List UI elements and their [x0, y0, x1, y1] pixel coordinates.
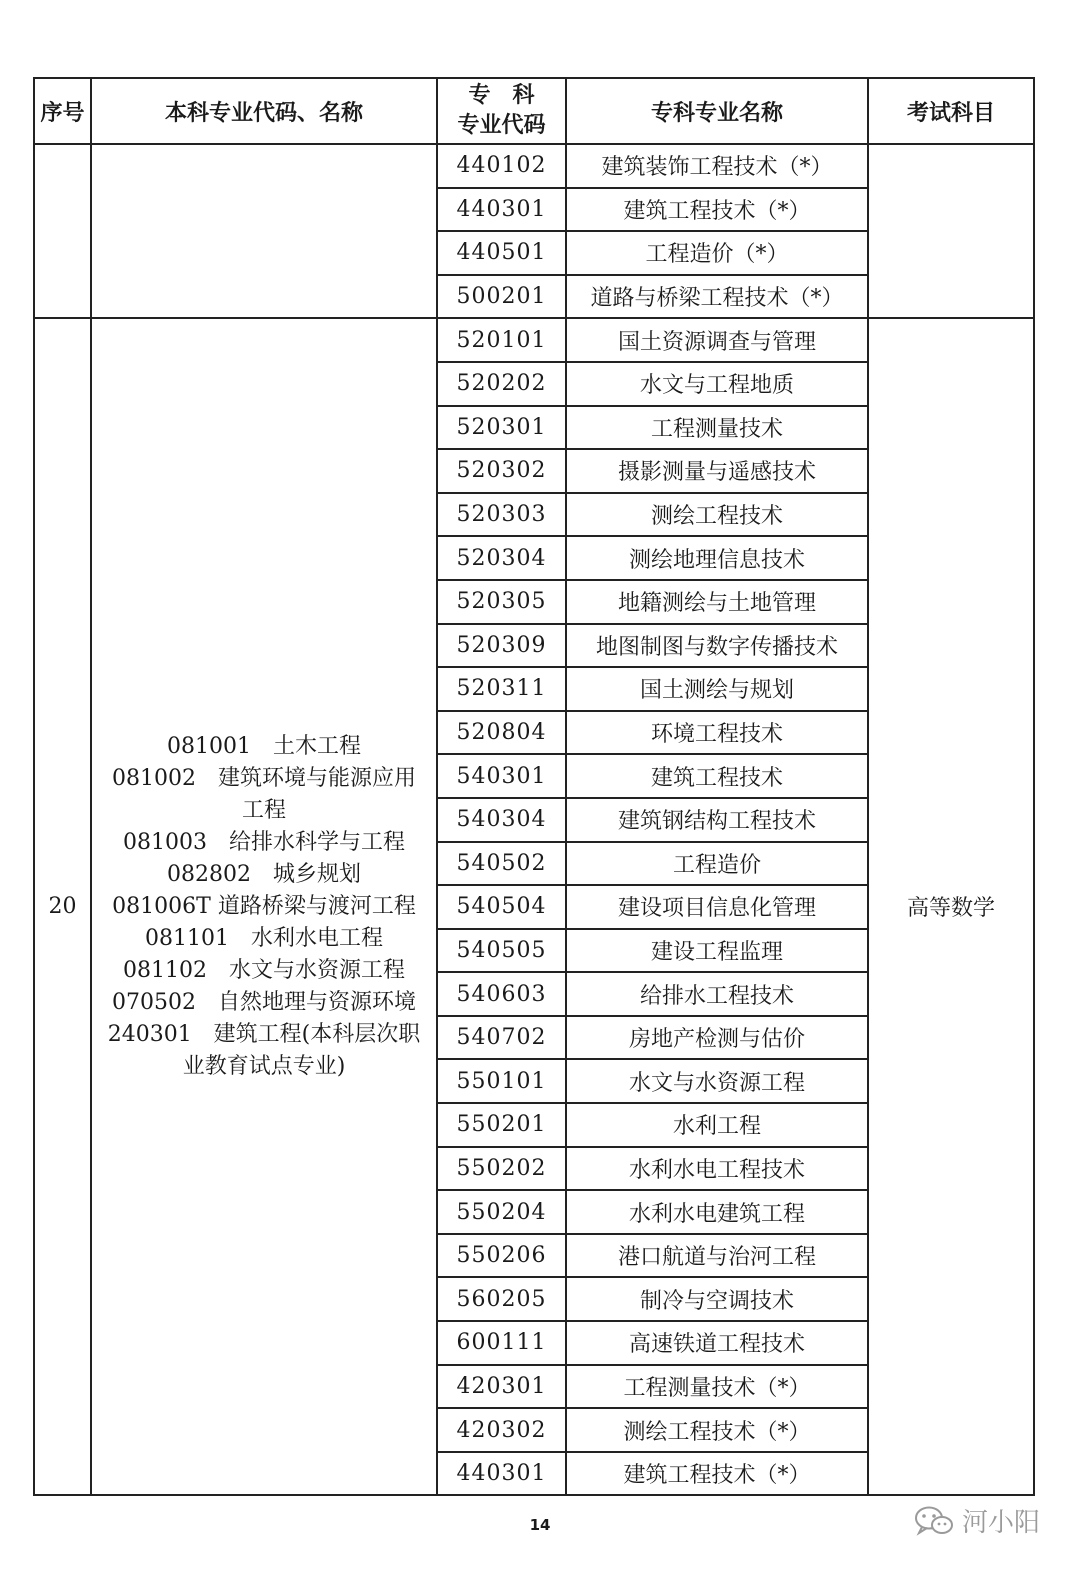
undergrad-major-line: 081006T 道路桥梁与渡河工程	[112, 893, 416, 919]
code-cell: 550204	[437, 1190, 566, 1234]
name-cell: 建筑工程技术（*）	[566, 188, 868, 232]
header-seq: 序号	[34, 78, 91, 144]
name-cell: 测绘工程技术	[566, 493, 868, 537]
code-cell: 540702	[437, 1016, 566, 1060]
name-cell: 水利水电工程技术	[566, 1147, 868, 1191]
wechat-icon	[914, 1505, 954, 1537]
name-cell: 建筑工程技术（*）	[566, 1452, 868, 1496]
undergrad-major-line: 业教育试点专业)	[182, 1053, 346, 1079]
code-cell: 520101	[437, 318, 566, 362]
undergrad-major-line: 070502 自然地理与资源环境	[112, 989, 416, 1015]
name-cell: 高速铁道工程技术	[566, 1321, 868, 1365]
page-number: 14	[529, 1516, 551, 1534]
name-cell: 给排水工程技术	[566, 972, 868, 1016]
code-cell: 440301	[437, 188, 566, 232]
undergrad-major-line: 081102 水文与水资源工程	[123, 957, 405, 983]
code-cell: 560205	[437, 1277, 566, 1321]
name-cell: 道路与桥梁工程技术（*）	[566, 275, 868, 319]
code-cell: 540603	[437, 972, 566, 1016]
undergrad-major-line: 081001 土木工程	[167, 733, 361, 759]
name-cell: 测绘工程技术（*）	[566, 1408, 868, 1452]
watermark	[914, 1502, 1040, 1539]
name-cell: 地图制图与数字传播技术	[566, 624, 868, 668]
table-row	[34, 144, 1034, 188]
name-cell: 摄影测量与遥感技术	[566, 449, 868, 493]
exam-cell-empty	[868, 144, 1034, 318]
name-cell: 环境工程技术	[566, 711, 868, 755]
name-cell: 工程测量技术（*）	[566, 1365, 868, 1409]
code-cell: 600111	[437, 1321, 566, 1365]
code-cell: 540502	[437, 842, 566, 886]
code-cell: 440301	[437, 1452, 566, 1496]
name-cell: 水利水电建筑工程	[566, 1190, 868, 1234]
header-code-line1: 专 科	[468, 83, 535, 108]
code-cell: 440501	[437, 231, 566, 275]
name-cell: 建筑钢结构工程技术	[566, 798, 868, 842]
code-cell: 520303	[437, 493, 566, 537]
header-name: 专科专业名称	[566, 78, 868, 144]
table-row	[34, 318, 1034, 362]
code-cell: 550201	[437, 1103, 566, 1147]
seq-cell: 20	[34, 318, 91, 1495]
undergrad-majors-cell	[91, 318, 437, 1495]
undergrad-major-line: 工程	[241, 797, 286, 823]
name-cell: 国土资源调查与管理	[566, 318, 868, 362]
undergrad-major-line: 081002 建筑环境与能源应用	[112, 765, 416, 791]
name-cell: 工程造价	[566, 842, 868, 886]
undergrad-major-line: 081101 水利水电工程	[145, 925, 383, 951]
code-cell: 520305	[437, 580, 566, 624]
name-cell: 水文与水资源工程	[566, 1059, 868, 1103]
name-cell: 建筑工程技术	[566, 754, 868, 798]
name-cell: 水利工程	[566, 1103, 868, 1147]
code-cell: 540301	[437, 754, 566, 798]
undergrad-major-line: 081003 给排水科学与工程	[123, 829, 405, 855]
name-cell: 工程造价（*）	[566, 231, 868, 275]
name-cell: 建设工程监理	[566, 929, 868, 973]
code-cell: 540504	[437, 885, 566, 929]
code-cell: 500201	[437, 275, 566, 319]
code-cell: 440102	[437, 144, 566, 188]
name-cell: 港口航道与治河工程	[566, 1234, 868, 1278]
majors-table	[33, 77, 1035, 1496]
header-code	[437, 78, 566, 144]
name-cell: 建设项目信息化管理	[566, 885, 868, 929]
header-exam: 考试科目	[868, 78, 1034, 144]
watermark-text: 河小阳	[961, 1508, 1040, 1538]
header-code-line2: 专业代码	[457, 113, 546, 138]
code-cell: 520311	[437, 667, 566, 711]
code-cell: 420301	[437, 1365, 566, 1409]
name-cell: 工程测量技术	[566, 406, 868, 450]
code-cell: 540304	[437, 798, 566, 842]
header-undergrad: 本科专业代码、名称	[91, 78, 437, 144]
undergrad-major-line: 240301 建筑工程(本科层次职	[107, 1021, 421, 1047]
name-cell: 建筑装饰工程技术（*）	[566, 144, 868, 188]
code-cell: 550206	[437, 1234, 566, 1278]
code-cell: 420302	[437, 1408, 566, 1452]
table-header-row	[34, 78, 1034, 144]
code-cell: 520804	[437, 711, 566, 755]
name-cell: 水文与工程地质	[566, 362, 868, 406]
code-cell: 520202	[437, 362, 566, 406]
code-cell: 550202	[437, 1147, 566, 1191]
undergrad-major-line: 082802 城乡规划	[167, 861, 361, 887]
undergrad-cell-empty	[91, 144, 437, 318]
code-cell: 520304	[437, 536, 566, 580]
code-cell: 520302	[437, 449, 566, 493]
code-cell: 550101	[437, 1059, 566, 1103]
name-cell: 国土测绘与规划	[566, 667, 868, 711]
seq-cell-empty	[34, 144, 91, 318]
name-cell: 测绘地理信息技术	[566, 536, 868, 580]
code-cell: 520309	[437, 624, 566, 668]
name-cell: 房地产检测与估价	[566, 1016, 868, 1060]
exam-cell: 高等数学	[868, 318, 1034, 1495]
name-cell: 地籍测绘与土地管理	[566, 580, 868, 624]
code-cell: 520301	[437, 406, 566, 450]
code-cell: 540505	[437, 929, 566, 973]
name-cell: 制冷与空调技术	[566, 1277, 868, 1321]
